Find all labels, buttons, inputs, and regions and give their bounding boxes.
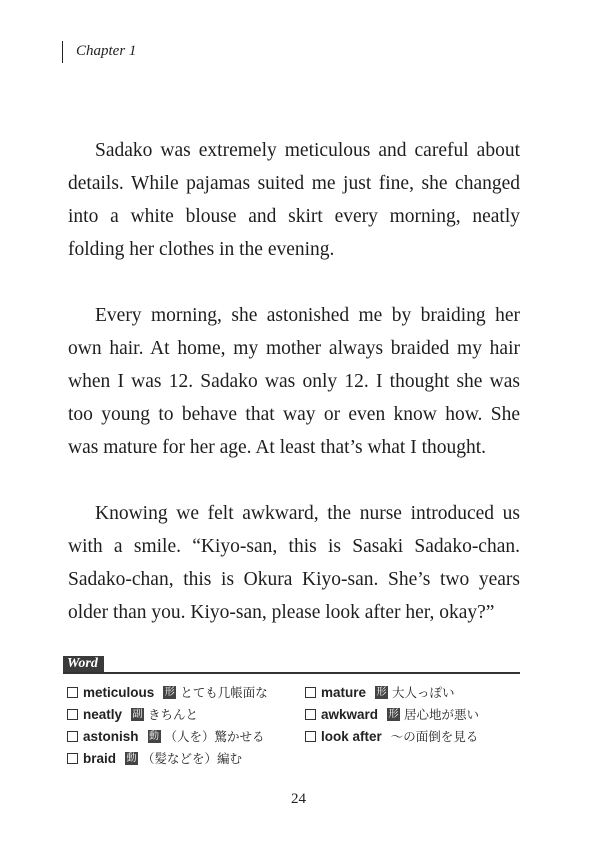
checkbox[interactable] [67, 709, 78, 720]
word-column-left [67, 681, 268, 769]
word-meaning: とても几帳面な [180, 685, 268, 700]
word-meaning: 〜の面倒を見る [390, 729, 479, 744]
part-of-speech-badge: 形 [376, 686, 387, 698]
word-entry [305, 725, 479, 747]
paragraph: Sadako was extremely meticulous and careful about details. While pajamas suited me just fine, she changed into a white blouse and skirt every morning, neatly folding her clothes in the evening. [68, 140, 520, 260]
word-entry [67, 725, 268, 747]
word-column-right [305, 681, 479, 747]
word-meaning: 大人っぽい [392, 685, 455, 700]
part-of-speech-badge: 形 [164, 686, 175, 698]
word-meaning: 居心地が悪い [404, 707, 480, 722]
checkbox[interactable] [67, 687, 78, 698]
word-entry [67, 747, 268, 769]
page-number: 24 [291, 791, 306, 807]
word-term: neatly [83, 706, 123, 722]
part-of-speech-badge: 副 [132, 708, 143, 720]
word-entry [67, 681, 268, 703]
checkbox[interactable] [67, 753, 78, 764]
checkbox[interactable] [305, 731, 316, 742]
word-term: meticulous [83, 684, 155, 700]
word-term: mature [321, 684, 367, 700]
checkbox[interactable] [305, 709, 316, 720]
word-meaning: （髪などを）編む [142, 751, 243, 766]
word-term: awkward [321, 706, 379, 722]
word-entry [305, 681, 479, 703]
word-entry [305, 703, 479, 725]
word-box [63, 656, 520, 766]
paragraph: Every morning, she astonished me by braiding her own hair. At home, my mother always braided my hair when I was 12. Sadako was only 12. I thought she was too young to behave that way or even know how. She was mature for her age. At least that’s what I thought. [68, 305, 520, 458]
word-term: astonish [83, 728, 139, 744]
word-term: braid [83, 750, 117, 766]
chapter-heading: Chapter 1 [76, 43, 137, 59]
word-box-header [63, 656, 520, 674]
word-entry [67, 703, 268, 725]
paragraph: Knowing we felt awkward, the nurse introduced us with a smile. “Kiyo-san, this is Sasaki Sadako-chan. Sadako-chan, this is Okura Kiyo-san. She’s two years older than you. Kiyo-san, please look after her, okay?” [68, 503, 520, 623]
header-rule [62, 41, 63, 63]
checkbox[interactable] [305, 687, 316, 698]
part-of-speech-badge: 動 [126, 752, 137, 764]
word-meaning: （人を）驚かせる [164, 729, 265, 744]
part-of-speech-badge: 形 [388, 708, 399, 720]
checkbox[interactable] [67, 731, 78, 742]
word-meaning: きちんと [148, 707, 199, 722]
word-term: look after [321, 728, 382, 744]
part-of-speech-badge: 動 [149, 730, 160, 742]
word-box-title: Word [63, 656, 104, 672]
body-text [68, 134, 520, 662]
